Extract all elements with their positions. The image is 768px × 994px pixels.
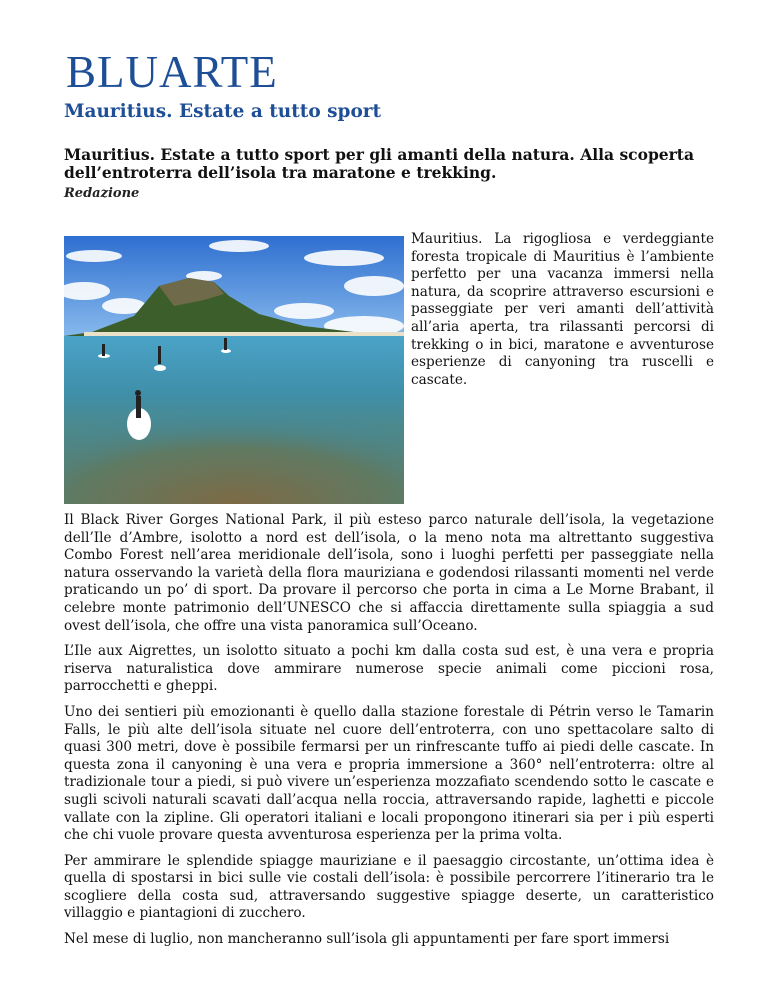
site-logo[interactable]: BLUARTE	[66, 47, 278, 97]
article-paragraph: Il Black River Gorges National Park, il più esteso parco naturale dell’isola, la vegetazione dell’Ile d’Ambre, isolotto a nord est dell’isola, o la meno nota ma altrettanto suggestiva Combo Forest nell’area meridionale dell’isola, sono i luoghi perfetti per passeggiate nella natura osservando la varietà della flora mauriziana e godendosi rilassanti momenti nel verde praticando un po’ di sport. Da provare il percorso che porta in cima a Le Morne Brabant, il celebre monte patrimonio dell’UNESCO che si affaccia direttamente sulla spiaggia a sud ovest dell’isola, che offre una vista panoramica sull’Oceano.	[64, 512, 714, 634]
article-paragraph: Nel mese di luglio, non mancheranno sull’isola gli appuntamenti per fare sport immersi	[64, 931, 670, 948]
article-photo	[64, 236, 404, 504]
article-body	[64, 512, 714, 957]
article-intro: Mauritius. La rigogliosa e verdeggiante foresta tropicale di Mauritius è l’ambiente perfetto per una vacanza immersi nella natura, da scoprire attraverso escursioni e passeggiate per veri amanti dell’attività all’aria aperta, tra rilassanti percorsi di trekking o in bici, maratone e avventurose esperienze di canyoning tra ruscelli e cascate.	[411, 231, 714, 388]
article-paragraph: L’Ile aux Aigrettes, un isolotto situato a pochi km dalla costa sud est, è una vera e propria riserva naturalistica dove ammirare numerose specie animali come piccioni rosa, parrocchetti e gheppi.	[64, 643, 714, 695]
article-paragraph: Per ammirare le splendide spiagge mauriziane e il paesaggio circostante, un’ottima idea è quella di spostarsi in bici sulle vie costali dell’isola: è possibile percorrere l’itinerario tra le scogliere della costa sud, attraversando suggestive spiagge deserte, un caratteristico villaggio e piantagioni di zucchero.	[64, 852, 714, 922]
article-subtitle: Mauritius. Estate a tutto sport per gli amanti della natura. Alla scoperta dell’entroterra dell’isola tra maratone e trekking.	[64, 145, 695, 182]
article-title[interactable]: Mauritius. Estate a tutto sport	[64, 101, 382, 122]
article-author: Redazione	[64, 186, 140, 201]
article-paragraph: Uno dei sentieri più emozionanti è quello dalla stazione forestale di Pétrin verso le Tamarin Falls, le più alte dell’isola situate nel cuore dell’entroterra, con uno spettacolare salto di quasi 300 metri, dove è possibile fermarsi per un rinfrescante tuffo ai piedi delle cascate. In questa zona il canyoning è una vera e propria immersione a 360° nell’entroterra: oltre al tradizionale tour a piedi, si può vivere un’esperienza mozzafiato scendendo sotto le cascate e sugli scivoli naturali scavati dall’acqua nella roccia, attraversando rapide, laghetti e piccole vallate con la zipline. Gli operatori italiani e locali propongono itinerari sia per i più esperti che chi vuole provare questa avventurosa esperienza per la prima volta.	[64, 703, 714, 844]
